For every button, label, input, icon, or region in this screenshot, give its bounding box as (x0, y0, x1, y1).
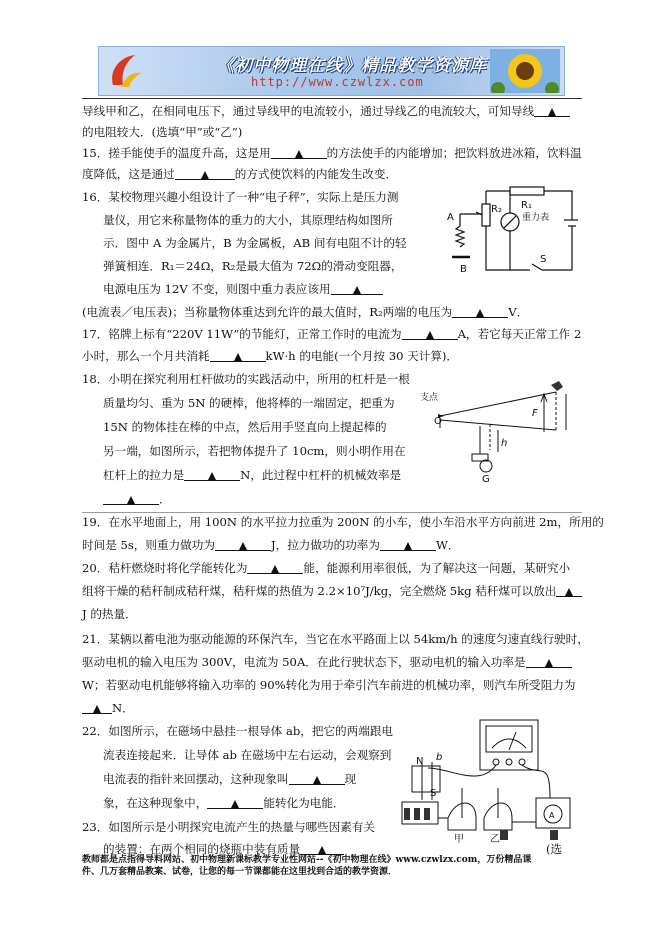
pivot-label: 支点 (420, 393, 439, 403)
figure-18-lever (418, 380, 576, 490)
question-text: 导线甲和乙，在相同电压下，通过导线甲的电流较小，通过导线乙的电流较大，可知导线 (82, 104, 582, 118)
h-label: h (501, 438, 508, 449)
footer-line-2: 件、几万套精品教案、试卷，让您的每一节课都能在这里找到合适的教学资源． (82, 867, 398, 877)
b-label: B (460, 264, 467, 275)
answer-blank (175, 167, 235, 180)
question-23: 23．如图所示是小明探究电流产生的热量与哪些因素有关 (82, 820, 376, 834)
figure-16-circuit (446, 184, 578, 280)
question-23: (选 (546, 842, 563, 856)
answer-blank (526, 655, 572, 668)
question-16: 量仪，用它来称量物体的重力的大小，其原理结构如图所 (103, 213, 393, 227)
header-banner (98, 46, 565, 96)
g-label: G (482, 474, 490, 485)
question-22: 象，在这种现象中， 能转化为电能． (103, 796, 345, 810)
answer-blank (215, 538, 271, 551)
n-pole-label: N (416, 756, 424, 767)
answer-blank (184, 468, 240, 481)
question-21: W；若驱动电机能够将输入功率的 90%转化为用于牵引汽车前进的机械功率，则汽车所受阻力为 (82, 678, 576, 692)
flask-jia-label: 甲 (454, 834, 464, 845)
question-19: 19．在水平地面上，用 100N 的水平拉力拉重为 200N 的小车，使小车沿水平方向前进 2m，所用的 (82, 515, 604, 529)
flask-yi-label: 乙 (490, 834, 500, 845)
answer-blank (402, 327, 458, 340)
question-15: 15．搓手能使手的温度升高，这是用 的方法使手的内能增加；把饮料放进冰箱，饮料温 (82, 146, 582, 160)
question-16: 16．某校物理兴趣小组设计了一种“电子秤”，实际上是压力测 (82, 190, 399, 204)
o-label: O (434, 416, 442, 427)
question-16: 示．图中 A 为金属片，B 为金属板，AB 间有电阻不计的轻 (103, 236, 407, 250)
question-16: 弹簧相连．R₁＝24Ω，R₂是最大值为 72Ω的滑动变阻器， (103, 259, 403, 273)
sunflower-image (490, 49, 560, 93)
answer-blank (289, 772, 345, 785)
question-21: 21．某辆以蓄电池为驱动能源的环保汽车，当它在水平路面上以 54km/h 的速度匀速直线行驶时， (82, 632, 589, 646)
question-15: 度降低，这是通过 的方式使饮料的内能发生改变． (82, 167, 398, 181)
answer-blank (82, 701, 112, 714)
question-18: ． (103, 492, 603, 506)
answer-blank (534, 104, 570, 117)
question-20: 20．秸杆燃烧时将化学能转化为 能，能源利用率很低，为了解决这一问题，某研究小 (82, 561, 571, 575)
answer-blank (247, 561, 303, 574)
r1-label: R₁ (521, 200, 532, 211)
question-18: 杠杆上的拉力是 N，此过程中杠杆的机械效率是 (103, 468, 402, 482)
meter-label: 重力表 (522, 213, 550, 223)
question-21: 驱动电机的输入电压为 300V，电流为 50A．在此行驶状态下，驱动电机的输入功率是 (82, 655, 582, 669)
answer-blank (331, 282, 383, 295)
answer-blank (556, 584, 582, 597)
question-18: 质量均匀、重为 5N 的硬棒，他将棒的一端固定，把重为 (103, 396, 395, 410)
question-20: J 的热量． (82, 607, 137, 621)
banner-title: 《初中物理在线》精品教学资源库 (217, 56, 487, 76)
answer-blank (380, 538, 436, 551)
question-22: 电流表的指针来回摆动，这种现象叫 现 (103, 772, 357, 786)
question-18: 另一端，如图所示，若把物体提升了 10cm，则小明作用在 (103, 444, 406, 458)
question-18: 18．小明在探究利用杠杆做功的实践活动中，所用的杠杆是一根 (82, 372, 410, 386)
b-label: b (436, 752, 443, 763)
answer-blank (271, 146, 327, 159)
question-22: 流表连接起来．让导体 ab 在磁场中左右运动，会观察到 (103, 748, 392, 762)
question-23: 的装置：在两个相同的烧瓶中装有质量 (103, 842, 423, 856)
f-label: F (532, 408, 538, 419)
s-pole-label: S (430, 788, 437, 799)
r2-label: R₂ (491, 204, 502, 215)
answer-blank (103, 492, 159, 505)
footer-ad (82, 854, 582, 878)
header-rule (82, 98, 582, 99)
answer-blank (452, 305, 508, 318)
question-16: (电流表／电压表)；当称量物体重达到允许的最大值时，R₂两端的电压为 V． (82, 305, 529, 319)
answer-blank (210, 349, 266, 362)
question-19: 时间是 5s，则重力做功为 J，拉力做功的功率为 W． (82, 538, 460, 552)
s-label: S (540, 254, 547, 265)
ammeter-label: A (549, 811, 555, 820)
question-22: 22．如图所示，在磁场中悬挂一根导体 ab，把它的两端跟电 (82, 724, 394, 738)
a-label: A (447, 212, 454, 223)
question-18: 15N 的物体挂在棒的中点，然后用手竖直向上提起棒的 (103, 420, 387, 434)
figure-22-23-apparatus (400, 718, 580, 854)
question-17: 17．铭牌上标有“220V 11W”的节能灯，正常工作时的电流为 A，若它每天正常工作 2 (82, 327, 582, 341)
site-logo (105, 51, 145, 91)
question-text: 的电阻较大．(选填“甲”或“乙”) (82, 125, 243, 139)
question-16: 电源电压为 12V 不变，则图中重力表应该用 (103, 282, 603, 296)
footer-line-1: 教师都是点指得导料网站、初中物理新课标教学专业性网站--《初中物理在线》www.czwlzx.com，万份精品课 (82, 855, 532, 865)
question-21: N． (82, 701, 582, 715)
question-20: 组将干燥的秸秆制成秸秆煤，秸秆煤的热值为 2.2×10⁷J/kg，完全燃烧 5kg 秸秆煤可以放出 (82, 584, 582, 598)
banner-url: http://www.czwlzx.com (251, 75, 424, 89)
question-17: 小时，那么一个月共消耗 kW·h 的电能(一个月按 30 天计算)． (82, 349, 459, 363)
divider (82, 512, 582, 513)
answer-blank (207, 796, 263, 809)
